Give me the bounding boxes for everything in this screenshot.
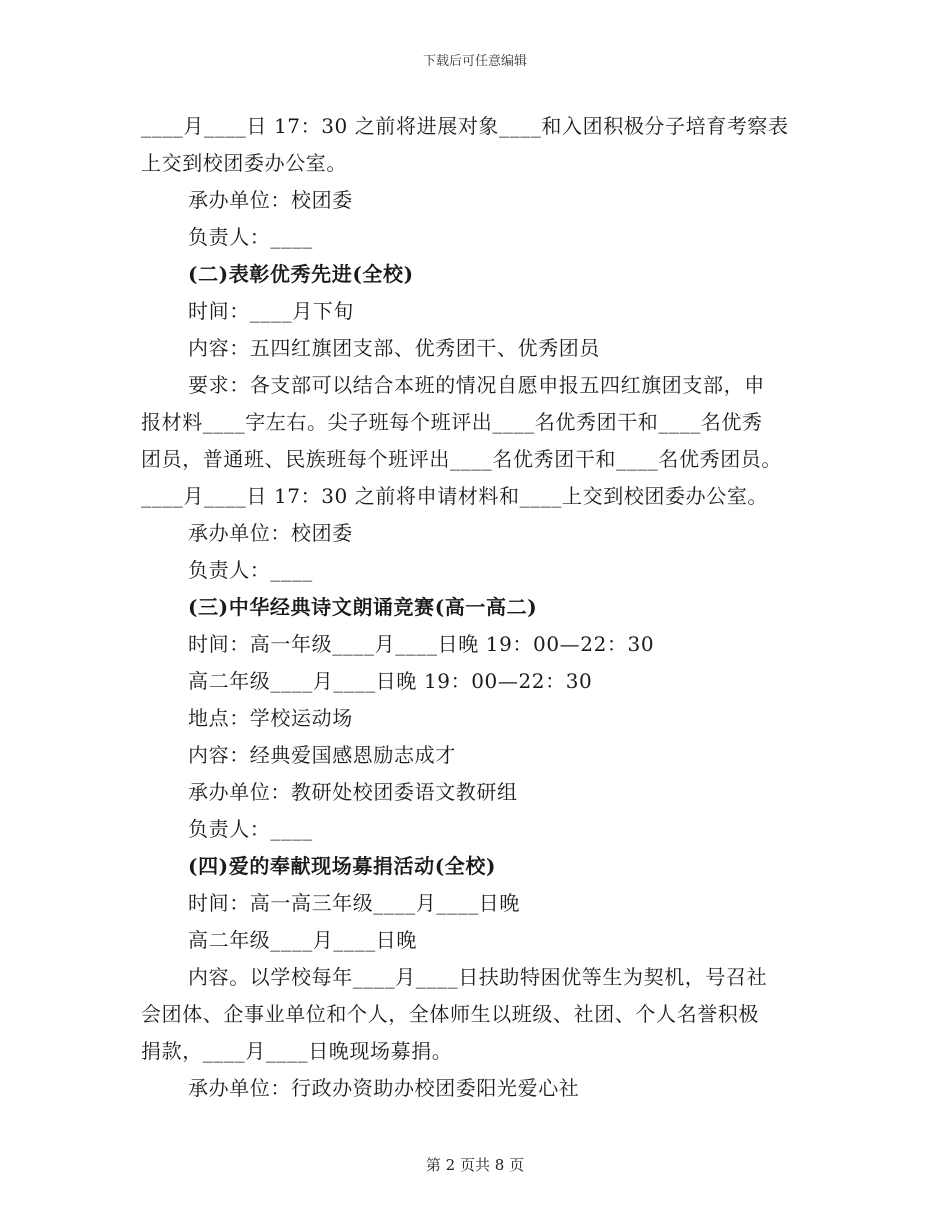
page-header: 下载后可任意编辑 — [422, 54, 527, 69]
page-footer: 第 2 页共 8 页 — [425, 1156, 525, 1174]
paragraph-line: 承办单位：校团委 — [188, 188, 353, 212]
paragraph-line: 承办单位：行政办资助办校团委阳光爱心社 — [188, 1076, 580, 1100]
paragraph-line: 承办单位：教研处校团委语文教研组 — [188, 780, 518, 804]
section-heading: (三)中华经典诗文朗诵竞赛(高一高二) — [188, 595, 538, 619]
paragraph-line: 会团体、企事业单位和个人，全体师生以班级、社团、个人名誉积极 — [141, 1002, 759, 1026]
paragraph-line: 承办单位：校团委 — [188, 521, 353, 545]
paragraph-line: 报材料____字左右。尖子班每个班评出____名优秀团干和____名优秀 — [141, 410, 763, 434]
paragraph-line: 内容：五四红旗团支部、优秀团干、优秀团员 — [188, 336, 600, 360]
paragraph-line: 高二年级____月____日晚 — [188, 928, 417, 952]
paragraph-line: 要求：各支部可以结合本班的情况自愿申报五四红旗团支部，申 — [188, 373, 765, 397]
paragraph-line: 地点：学校运动场 — [188, 706, 353, 730]
paragraph-line: 负责人：____ — [188, 558, 313, 582]
section-heading: (二)表彰优秀先进(全校) — [188, 262, 414, 286]
paragraph-line: 团员，普通班、民族班每个班评出____名优秀团干和____名优秀团员。 — [141, 447, 782, 471]
paragraph-line: 负责人：____ — [188, 225, 313, 249]
paragraph-line: 时间：高一高三年级____月____日晚 — [188, 891, 520, 915]
section-heading: (四)爱的奉献现场募捐活动(全校) — [188, 854, 497, 878]
paragraph-line: 捐款，____月____日晚现场募捐。 — [141, 1039, 453, 1063]
paragraph-line: 负责人：____ — [188, 817, 313, 841]
paragraph-line: 内容。以学校每年____月____日扶助特困优等生为契机，号召社 — [188, 965, 768, 989]
paragraph-line: ____月____日 17：30 之前将进展对象____和入团积极分子培育考察表 — [141, 114, 789, 138]
paragraph-line: 内容：经典爱国感恩励志成才 — [188, 743, 456, 767]
paragraph-line: 时间：高一年级____月____日晚 19：00—22：30 — [188, 632, 655, 656]
document-body — [141, 108, 811, 1107]
paragraph-line: 高二年级____月____日晚 19：00—22：30 — [188, 669, 593, 693]
paragraph-line: ____月____日 17：30 之前将申请材料和____上交到校团委办公室。 — [141, 484, 769, 508]
paragraph-line: 时间：____月下旬 — [188, 299, 354, 323]
paragraph-line: 上交到校团委办公室。 — [141, 151, 347, 175]
